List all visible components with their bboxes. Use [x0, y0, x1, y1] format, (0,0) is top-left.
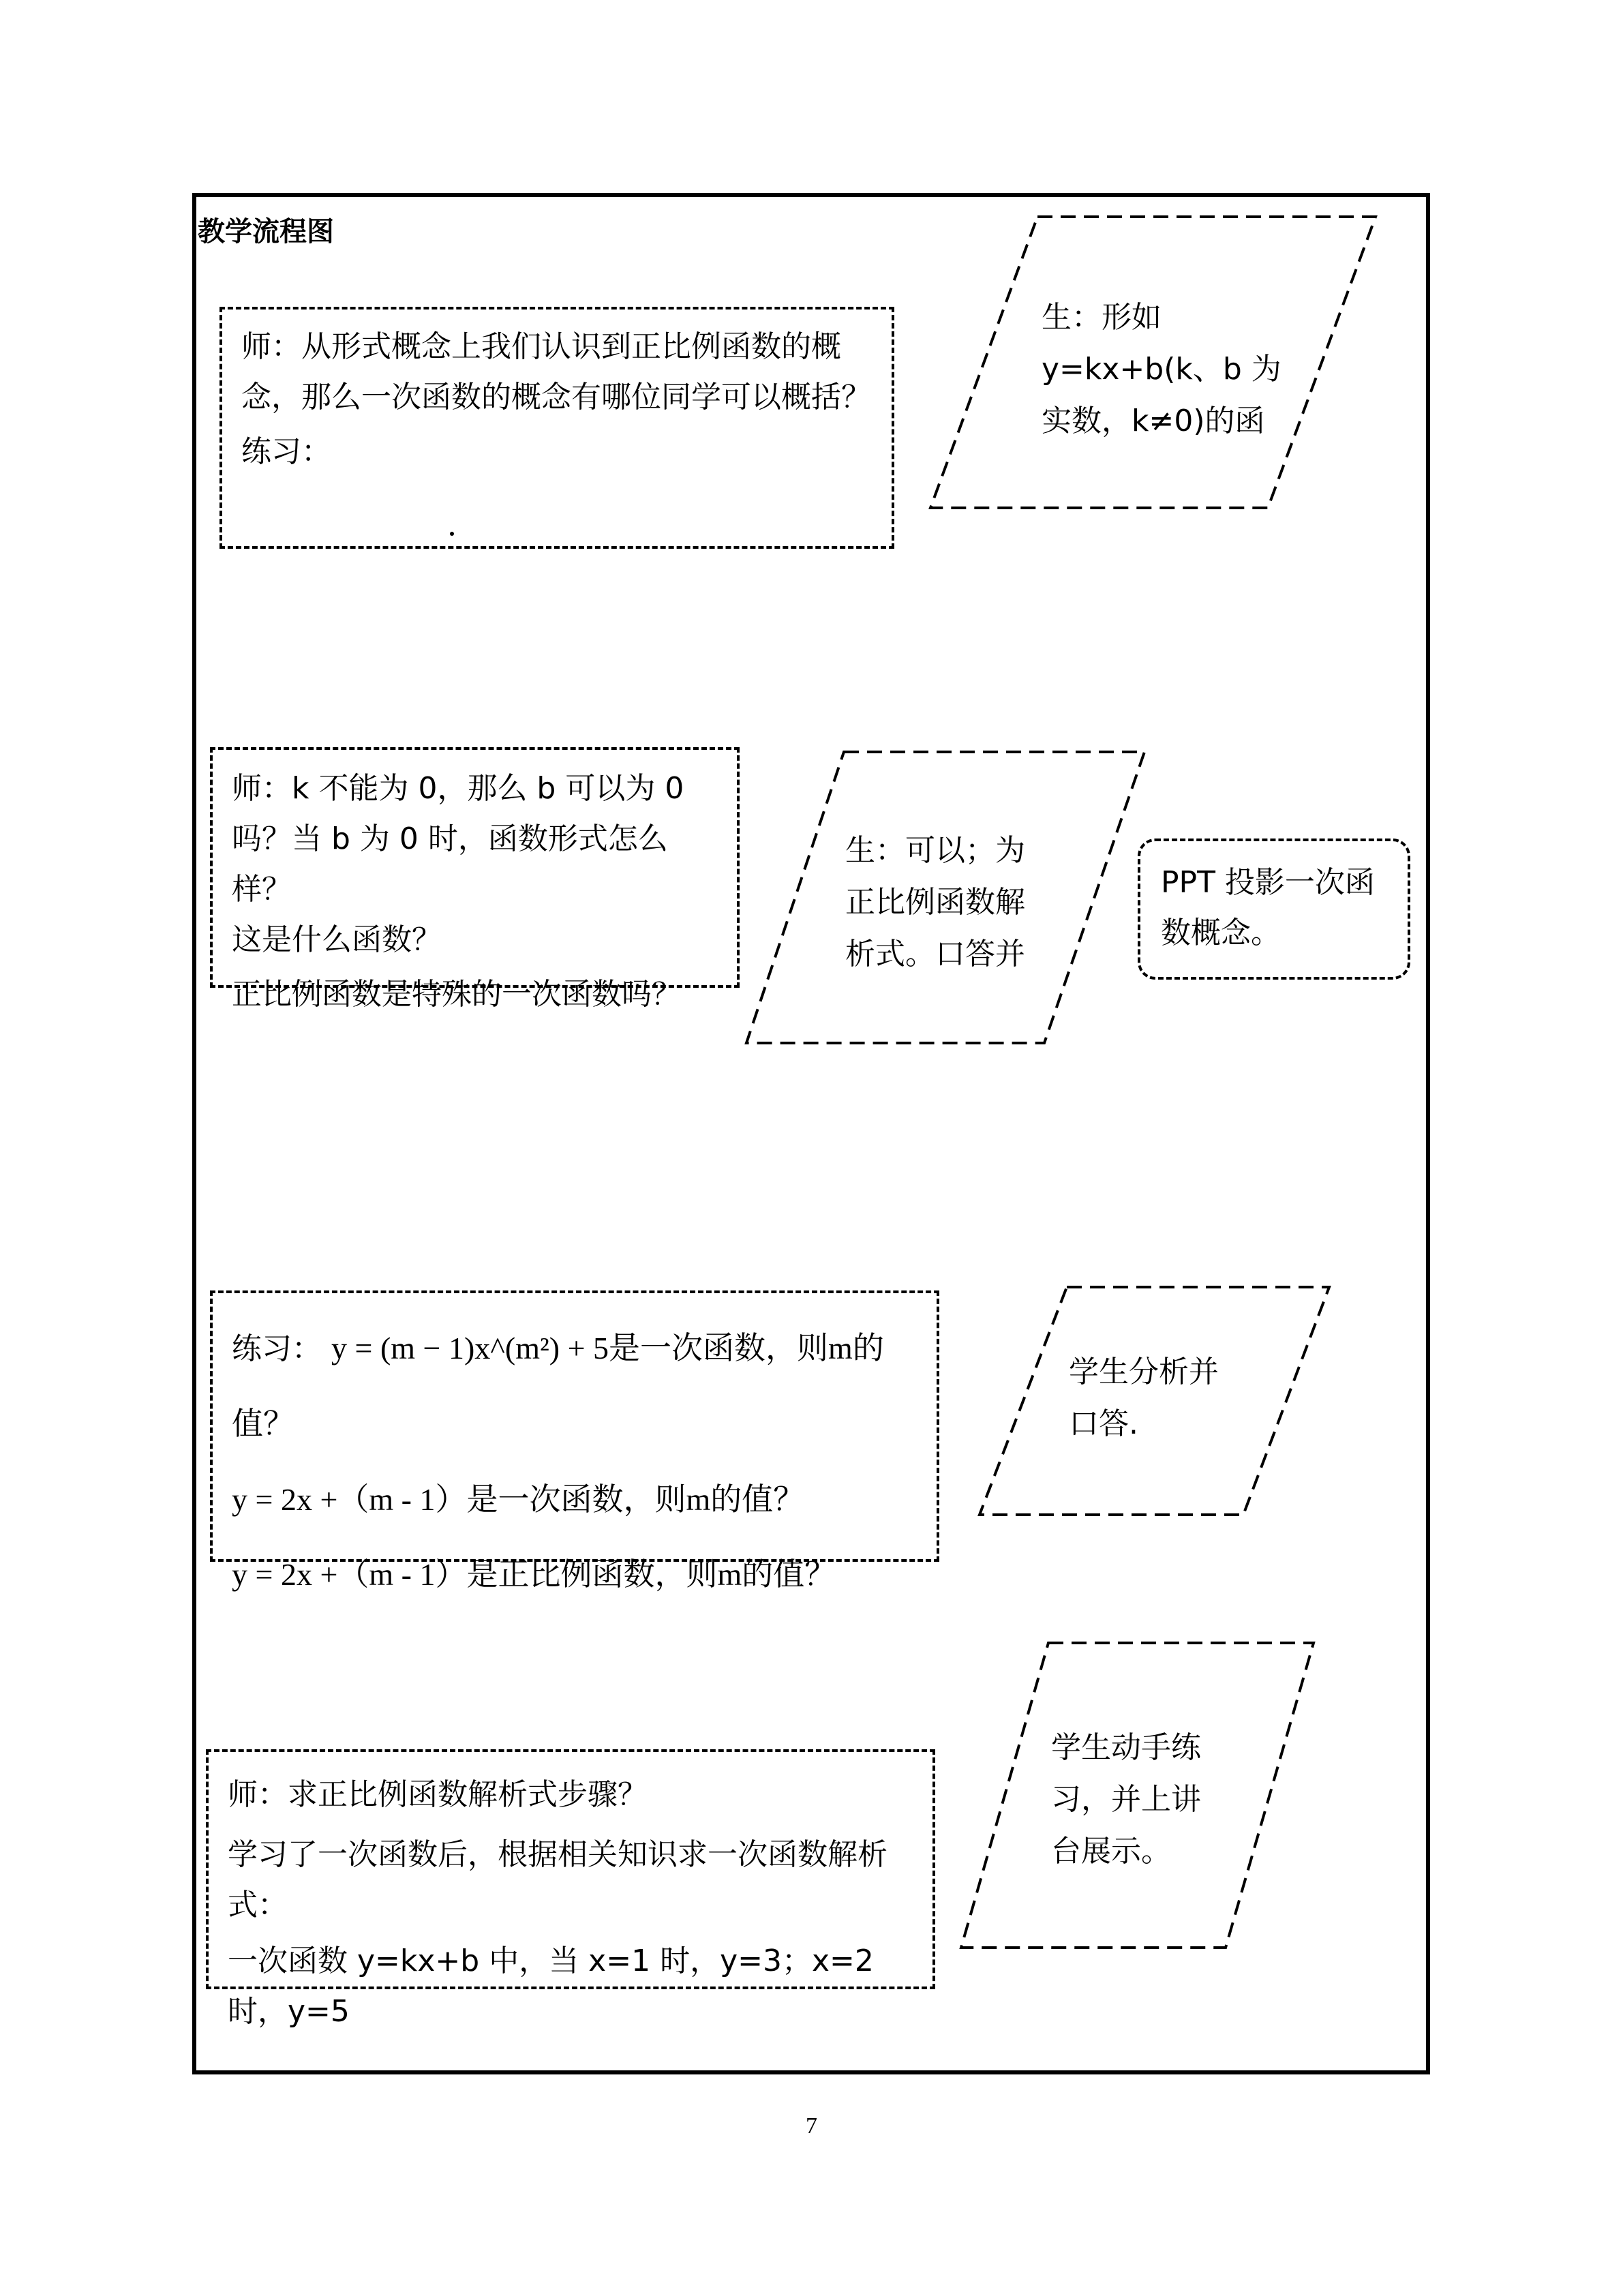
teacher-question-2-line1: 师：k 不能为 0，那么 b 可以为 0 — [232, 771, 684, 806]
teacher-question-1: 师：从形式概念上我们认识到正比例函数的概念，那么一次函数的概念有哪位同学可以概括？ — [241, 329, 871, 414]
teacher-box-2 — [210, 747, 740, 1012]
teacher-box-4 — [206, 1749, 935, 2029]
flowchart-heading: 教学流程图 — [198, 216, 334, 247]
teacher-box-1 — [219, 307, 894, 549]
practice-label-3: 练习： — [232, 1331, 322, 1366]
student-answer-4: 学生动手练 习，并上讲 台展示。 — [1051, 1730, 1201, 1869]
student-answer-2: 生：可以；为 正比例函数解 析式。口答并 — [845, 833, 1025, 971]
practice-label-1: 练习： — [241, 434, 331, 469]
teacher-question-2-line3: 这是什么函数？ — [232, 922, 442, 957]
teacher-explanation-4: 学习了一次函数后，根据相关知识求一次函数解析式： — [228, 1837, 888, 1922]
dot-mark — [450, 532, 454, 536]
ppt-projection-text: PPT 投影一次函数概念。 — [1161, 865, 1375, 950]
practice-question-1: y = (m − 1)x^(m²) + 5是一次函数，则m的值？ — [232, 1331, 884, 1441]
practice-question-2: y = 2x +（m - 1）是一次函数，则m的值？ — [232, 1482, 805, 1517]
ppt-projection-box — [1138, 839, 1410, 980]
page-number: 7 — [806, 2113, 817, 2139]
student-answer-3: 学生分析并 口答. — [1069, 1355, 1219, 1441]
teacher-question-2-line2: 吗？当 b 为 0 时，函数形式怎么样？ — [232, 821, 668, 907]
teacher-question-2-line4: 正比例函数是特殊的一次函数吗？ — [232, 977, 682, 1012]
practice-box-3 — [210, 1290, 939, 1592]
teacher-example-4: 一次函数 y=kx+b 中，当 x=1 时，y=3；x=2 时，y=5 — [228, 1944, 874, 2029]
student-answer-1: 生：形如 y=kx+b(k、b 为 实数，k≠0)的函 — [1042, 300, 1281, 438]
teacher-question-4: 师：求正比例函数解析式步骤？ — [228, 1777, 648, 1812]
practice-question-3: y = 2x +（m - 1）是正比例函数，则m的值？ — [232, 1557, 836, 1592]
